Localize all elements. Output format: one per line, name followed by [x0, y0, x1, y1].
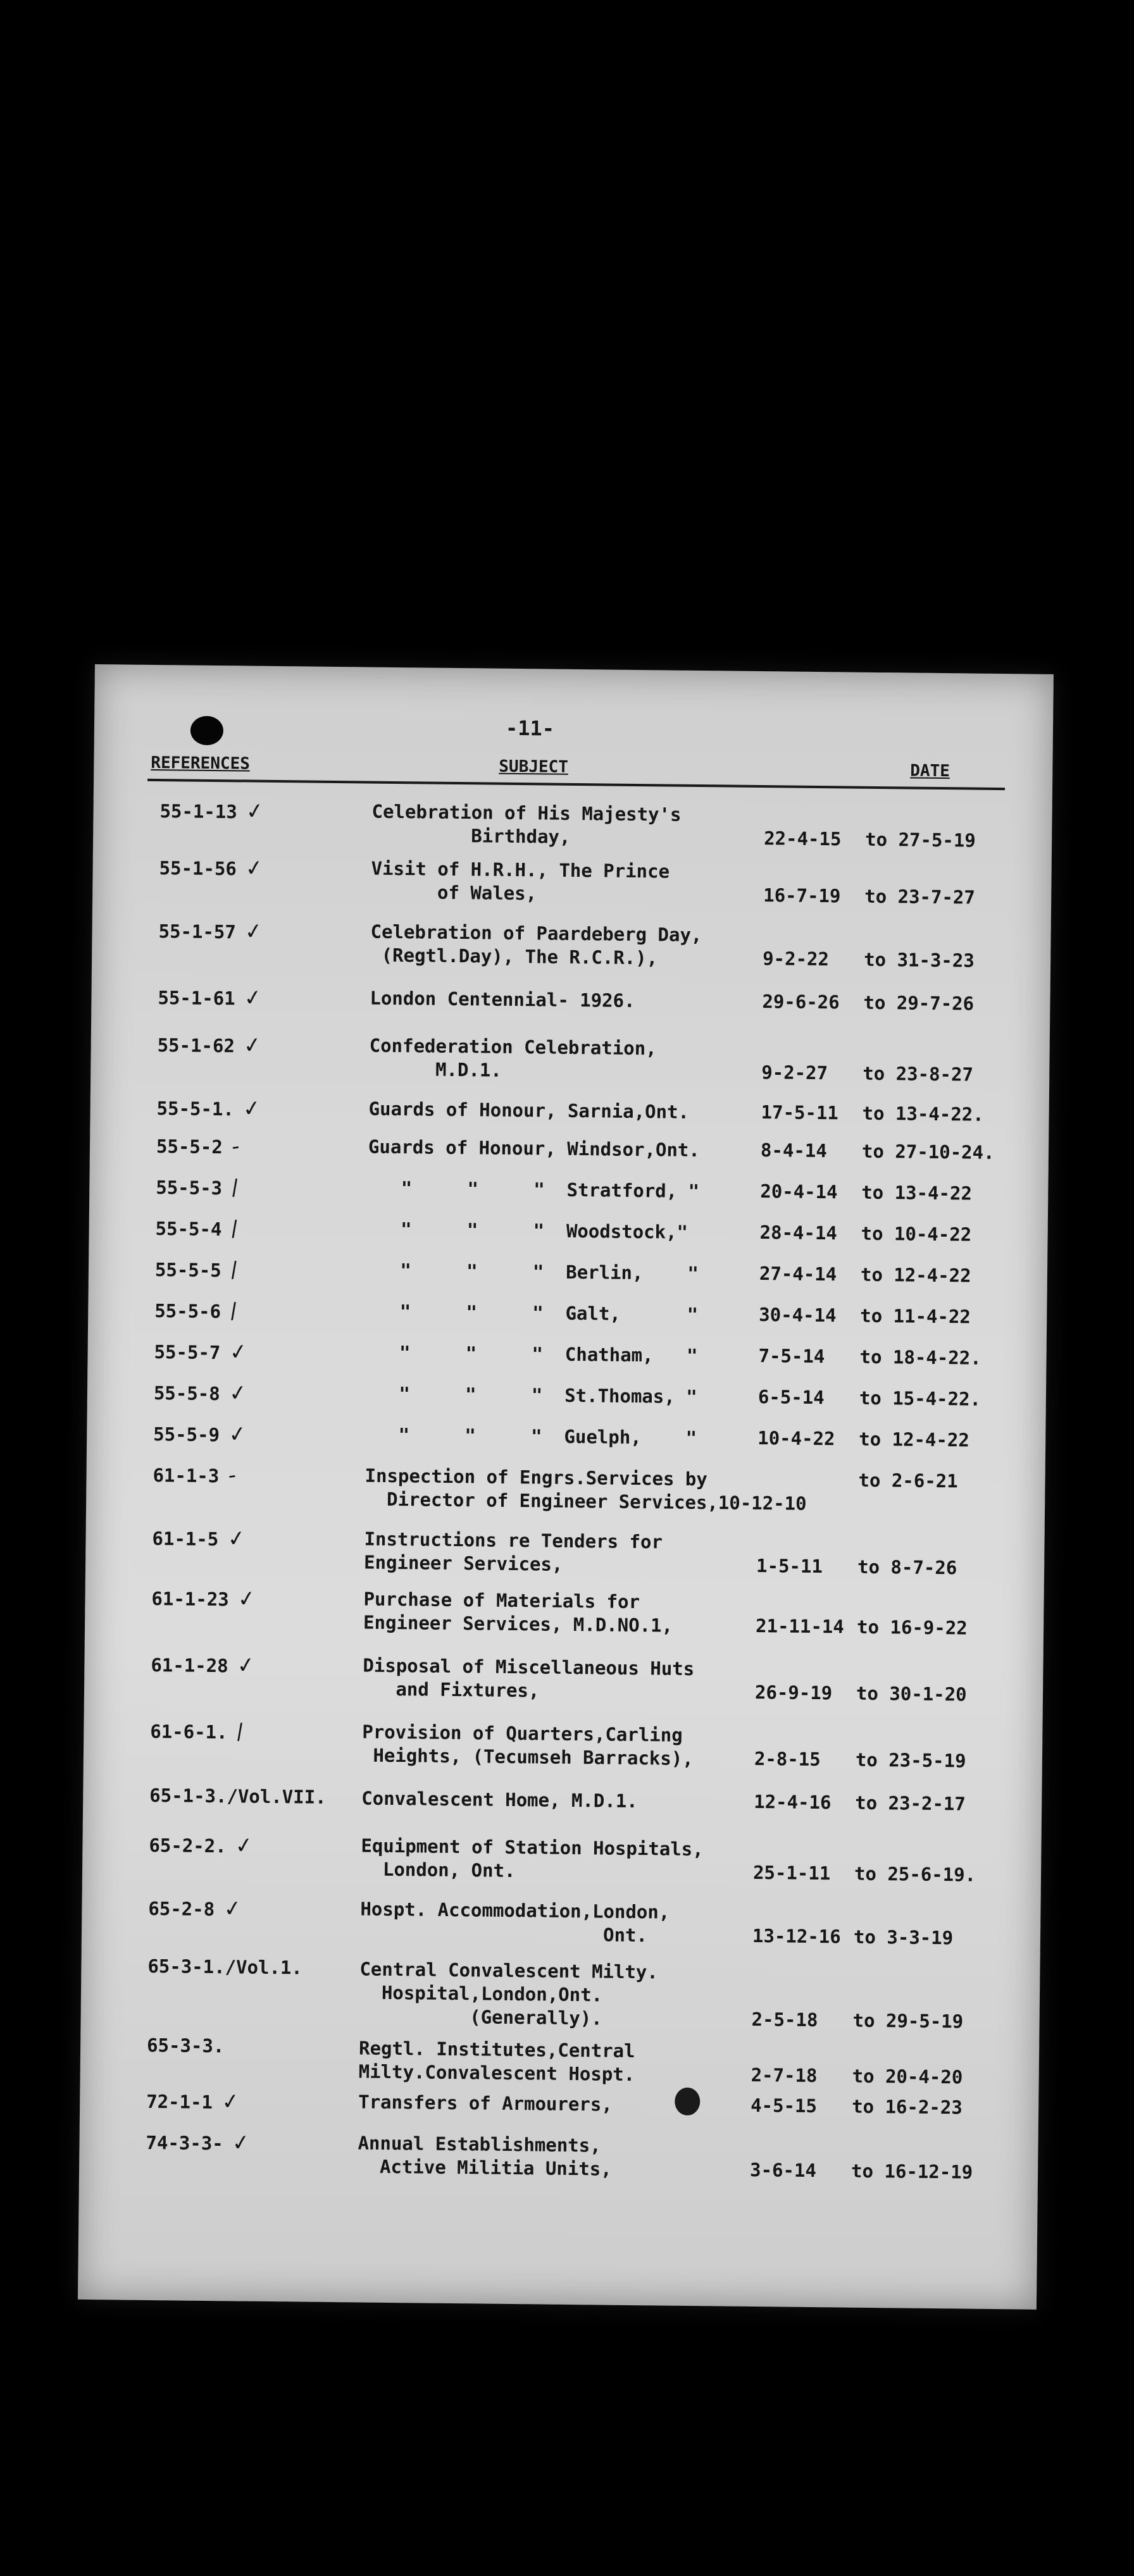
- subject-text: Instructions re Tenders for Engineer Services,: [363, 1528, 663, 1575]
- date-from: 29-6-26: [762, 991, 840, 1013]
- reference-number: [146, 2129, 250, 2156]
- reference-text: 65-3-1./Vol.1.: [147, 1955, 303, 1979]
- table-row: [83, 1784, 1042, 1815]
- subject-text: Confederation Celebration, M.D.1.: [369, 1034, 657, 1081]
- date-to: to 23-7-27: [864, 885, 976, 908]
- table-row: [89, 1256, 1047, 1287]
- subject-text: Disposal of Miscellaneous Huts and Fixtures,: [362, 1654, 695, 1702]
- reference-number: [154, 1339, 247, 1365]
- date-from: 12-4-16: [754, 1791, 832, 1814]
- subject-text: Celebration of His Majesty's Birthday,: [371, 800, 682, 848]
- date-from: 10-4-22: [757, 1427, 835, 1450]
- table-row: [87, 1420, 1045, 1451]
- date-to: to 23-5-19: [855, 1749, 966, 1772]
- table-row: [85, 1585, 1044, 1639]
- date-to: to 2-6-21: [858, 1469, 958, 1492]
- reference-text: 55-5-1.: [156, 1098, 235, 1120]
- reference-text: 55-5-9: [153, 1423, 220, 1446]
- subject-text: Central Convalescent Milty. Hospital,London,Ont. (Generally).: [359, 1958, 658, 2029]
- table-row: [93, 854, 1052, 908]
- reference-number: [148, 1895, 242, 1922]
- subject-text: " " " Galt, ": [366, 1300, 699, 1326]
- date-to: to 27-10-24.: [861, 1140, 995, 1163]
- check-mark-icon: ✓: [227, 1379, 249, 1408]
- table-row: [87, 1379, 1046, 1410]
- table-row: [88, 1338, 1047, 1369]
- date-from: 9-2-27: [761, 1062, 828, 1084]
- subject-text: Purchase of Materials for Engineer Services, M.D.NO.1,: [363, 1588, 673, 1637]
- check-mark-icon: ✓: [241, 1094, 263, 1123]
- date-from: 2-7-18: [751, 2064, 818, 2087]
- check-mark-icon: /: [228, 1297, 239, 1324]
- reference-number: [151, 1652, 255, 1678]
- subject-text: Transfers of Armourers,: [358, 2091, 613, 2115]
- reference-text: 74-3-3-: [146, 2131, 223, 2155]
- date-from: 25-1-11: [752, 1861, 831, 1885]
- reference-text: 55-1-13: [159, 800, 237, 823]
- reference-text: 55-1-61: [158, 987, 235, 1010]
- table-row: [91, 1031, 1050, 1086]
- reference-number: [147, 1955, 311, 1979]
- reference-text: 65-3-3.: [146, 2034, 225, 2057]
- date-to: to 29-7-26: [863, 991, 975, 1015]
- ink-blot: [675, 2088, 700, 2115]
- check-mark-icon: /: [228, 1215, 240, 1242]
- table-row: [92, 917, 1051, 972]
- subject-text: " " " St.Thomas, ": [365, 1382, 697, 1408]
- subject-text: " " " Chatham, ": [366, 1341, 698, 1367]
- date-to: to 16-2-23: [852, 2095, 963, 2119]
- reference-number: [155, 1215, 238, 1241]
- date-to: to 23-2-17: [855, 1792, 966, 1815]
- table-row: [80, 2034, 1039, 2088]
- reference-text: 55-5-4: [155, 1218, 222, 1241]
- date-to: to 8-7-26: [857, 1556, 957, 1579]
- date-to: to 15-4-22.: [859, 1387, 981, 1410]
- reference-text: 61-1-5: [152, 1528, 219, 1551]
- date-from: 20-4-14: [760, 1180, 838, 1203]
- subject-text: " " " Woodstock,": [367, 1218, 688, 1243]
- check-mark-icon: ✓: [244, 797, 266, 826]
- date-to: to 29-5-19: [852, 2009, 964, 2033]
- reference-text: 55-5-7: [154, 1341, 221, 1364]
- reference-text: 55-1-56: [159, 857, 237, 880]
- subject-text: Provision of Quarters,Carling Heights, (Tecumseh Barracks),: [361, 1721, 694, 1769]
- subject-text: Hospt. Accommodation,London, Ont.: [359, 1898, 670, 1947]
- date-from: 9-2-22: [763, 948, 830, 970]
- reference-number: [154, 1380, 247, 1406]
- reference-number: [150, 1718, 244, 1745]
- table-row: [89, 1215, 1048, 1246]
- references-header: REFERENCES: [151, 753, 251, 774]
- date-from: 22-4-15: [763, 827, 842, 850]
- subject-text: Guards of Honour, Sarnia,Ont.: [368, 1098, 690, 1123]
- reference-text: 61-1-23: [151, 1588, 229, 1611]
- reference-text: 61-1-28: [151, 1654, 228, 1677]
- date-from: 6-5-14: [757, 1386, 825, 1409]
- check-mark-icon: -: [230, 1133, 241, 1160]
- reference-number: [156, 1133, 239, 1159]
- table-row: [89, 1297, 1047, 1328]
- header-rule: [147, 779, 1005, 790]
- table-row: [83, 1831, 1042, 1886]
- date-from: 2-8-15: [754, 1748, 821, 1771]
- subject-text: Regtl. Institutes,Central Milty.Convalescent Hospt.: [358, 2037, 635, 2086]
- table-row: [92, 984, 1050, 1015]
- date-from: 7-5-14: [758, 1345, 825, 1368]
- subject-text: Celebration of Paardeberg Day, (Regtl.Day), The R.C.R.),: [370, 920, 702, 969]
- reference-number: [147, 2034, 234, 2057]
- reference-text: 65-2-8: [148, 1897, 215, 1921]
- date-to: to 3-3-19: [853, 1926, 954, 1949]
- reference-text: 61-6-1.: [150, 1721, 228, 1743]
- check-mark-icon: ✓: [227, 1338, 249, 1366]
- check-mark-icon: /: [229, 1174, 240, 1201]
- reference-number: [159, 798, 264, 824]
- reference-number: [155, 1256, 238, 1282]
- reference-text: 65-1-3./Vol.VII.: [149, 1785, 327, 1808]
- table-row: [80, 2129, 1038, 2183]
- reference-text: 72-1-1: [146, 2090, 213, 2114]
- table-row: [82, 1895, 1041, 1949]
- date-from: 26-9-19: [754, 1681, 833, 1704]
- check-mark-icon: ✓: [221, 1895, 244, 1923]
- date-to: to 16-12-19: [850, 2160, 973, 2183]
- date-from: 8-4-14: [760, 1139, 827, 1162]
- reference-text: 55-5-5: [154, 1259, 221, 1282]
- table-row: [94, 797, 1052, 851]
- reference-number: [149, 1832, 253, 1859]
- reference-text: 55-5-8: [153, 1382, 220, 1405]
- date-from: 4-5-15: [751, 2094, 818, 2117]
- date-from: 16-7-19: [763, 884, 841, 907]
- check-mark-icon: /: [228, 1256, 239, 1283]
- table-row: [82, 1955, 1040, 2033]
- subject-header: SUBJECT: [499, 757, 569, 777]
- table-row: [87, 1461, 1045, 1514]
- date-to: to 20-4-20: [852, 2065, 963, 2088]
- check-mark-icon: ✓: [242, 1031, 263, 1060]
- date-from: 28-4-14: [759, 1222, 838, 1244]
- check-mark-icon: ✓: [235, 1651, 257, 1680]
- reference-text: 55-1-57: [158, 920, 236, 943]
- reference-text: 55-5-2: [156, 1136, 223, 1158]
- reference-number: [158, 1032, 262, 1058]
- reference-number: [159, 855, 263, 881]
- subject-text: " " " Guelph, ": [365, 1423, 697, 1449]
- subject-text: Convalescent Home, M.D.1.: [361, 1787, 638, 1812]
- date-to: to 13-4-22.: [862, 1102, 984, 1125]
- reference-number: [152, 1525, 246, 1552]
- date-to: to 18-4-22.: [859, 1346, 981, 1369]
- date-from: 2-5-18: [751, 2008, 818, 2031]
- subject-text: Visit of H.R.H., The Prince of Wales,: [371, 857, 670, 905]
- reference-text: 65-2-2.: [149, 1834, 227, 1857]
- date-to: to 31-3-23: [864, 948, 975, 972]
- subject-text: London Centennial- 1926.: [370, 987, 635, 1012]
- date-from: 17-5-11: [761, 1101, 839, 1124]
- reference-number: [154, 1297, 237, 1323]
- table-row: [86, 1525, 1045, 1579]
- reference-text: 61-1-3: [153, 1464, 220, 1487]
- check-mark-icon: ✓: [225, 1525, 247, 1553]
- subject-text: Annual Establishments, Active Militia Units,: [357, 2132, 612, 2180]
- document-page: [78, 664, 1054, 2310]
- reference-number: [156, 1095, 261, 1122]
- reference-number: [156, 1174, 239, 1200]
- date-to: to 12-4-22: [859, 1428, 970, 1451]
- date-from: 27-4-14: [759, 1263, 837, 1285]
- check-mark-icon: -: [226, 1462, 238, 1489]
- date-header: DATE: [910, 761, 950, 781]
- date-to: to 27-5-19: [864, 828, 976, 851]
- subject-text: " " " Stratford, ": [368, 1177, 700, 1203]
- date-from: 1-5-11: [756, 1555, 823, 1578]
- subject-text: Guards of Honour, Windsor,Ont.: [368, 1136, 700, 1161]
- table-row: [80, 2088, 1038, 2119]
- check-mark-icon: ✓: [243, 917, 265, 946]
- reference-text: 55-5-3: [156, 1177, 223, 1199]
- table-row: [90, 1173, 1049, 1204]
- table-row: [90, 1094, 1049, 1125]
- reference-number: [153, 1421, 247, 1447]
- reference-text: 55-5-6: [154, 1300, 221, 1323]
- check-mark-icon: ✓: [227, 1420, 248, 1449]
- check-mark-icon: ✓: [242, 984, 264, 1012]
- date-to: to 23-8-27: [863, 1062, 974, 1086]
- table-row: [90, 1132, 1049, 1163]
- date-to: to 13-4-22: [861, 1181, 973, 1204]
- date-from: 13-12-16: [752, 1924, 841, 1948]
- page-number: -11-: [505, 715, 555, 741]
- date-to: to 12-4-22: [860, 1263, 971, 1287]
- reference-number: [146, 2088, 240, 2115]
- check-mark-icon: /: [235, 1718, 246, 1745]
- subject-text: " " " Berlin, ": [366, 1259, 699, 1285]
- check-mark-icon: ✓: [230, 2129, 252, 2157]
- date-to: to 10-4-22: [861, 1222, 972, 1246]
- reference-number: [158, 918, 263, 944]
- date-from: 30-4-14: [759, 1304, 837, 1327]
- check-mark-icon: ✓: [234, 1831, 255, 1860]
- date-to: to 30-1-20: [856, 1682, 967, 1706]
- table-row: [84, 1718, 1043, 1772]
- table-row: [85, 1651, 1044, 1706]
- reference-text: 55-1-62: [157, 1034, 235, 1057]
- subject-text: Equipment of Station Hospitals, London, Ont.: [360, 1835, 704, 1882]
- reference-number: [158, 984, 262, 1011]
- check-mark-icon: ✓: [244, 854, 265, 882]
- check-mark-icon: ✓: [236, 1585, 258, 1613]
- date-to: to 16-9-22: [856, 1616, 968, 1639]
- reference-number: [149, 1785, 335, 1808]
- date-from: 21-11-14: [755, 1615, 844, 1638]
- reference-number: [153, 1462, 238, 1489]
- date-to: to 11-4-22: [860, 1304, 971, 1328]
- date-from: 3-6-14: [749, 2158, 817, 2182]
- subject-text: Inspection of Engrs.Services by Director of Engineer Services,10-12-10: [364, 1464, 807, 1514]
- check-mark-icon: ✓: [220, 2088, 241, 2116]
- reference-number: [151, 1585, 256, 1612]
- punch-hole: [190, 716, 223, 746]
- date-to: to 25-6-19.: [854, 1862, 976, 1886]
